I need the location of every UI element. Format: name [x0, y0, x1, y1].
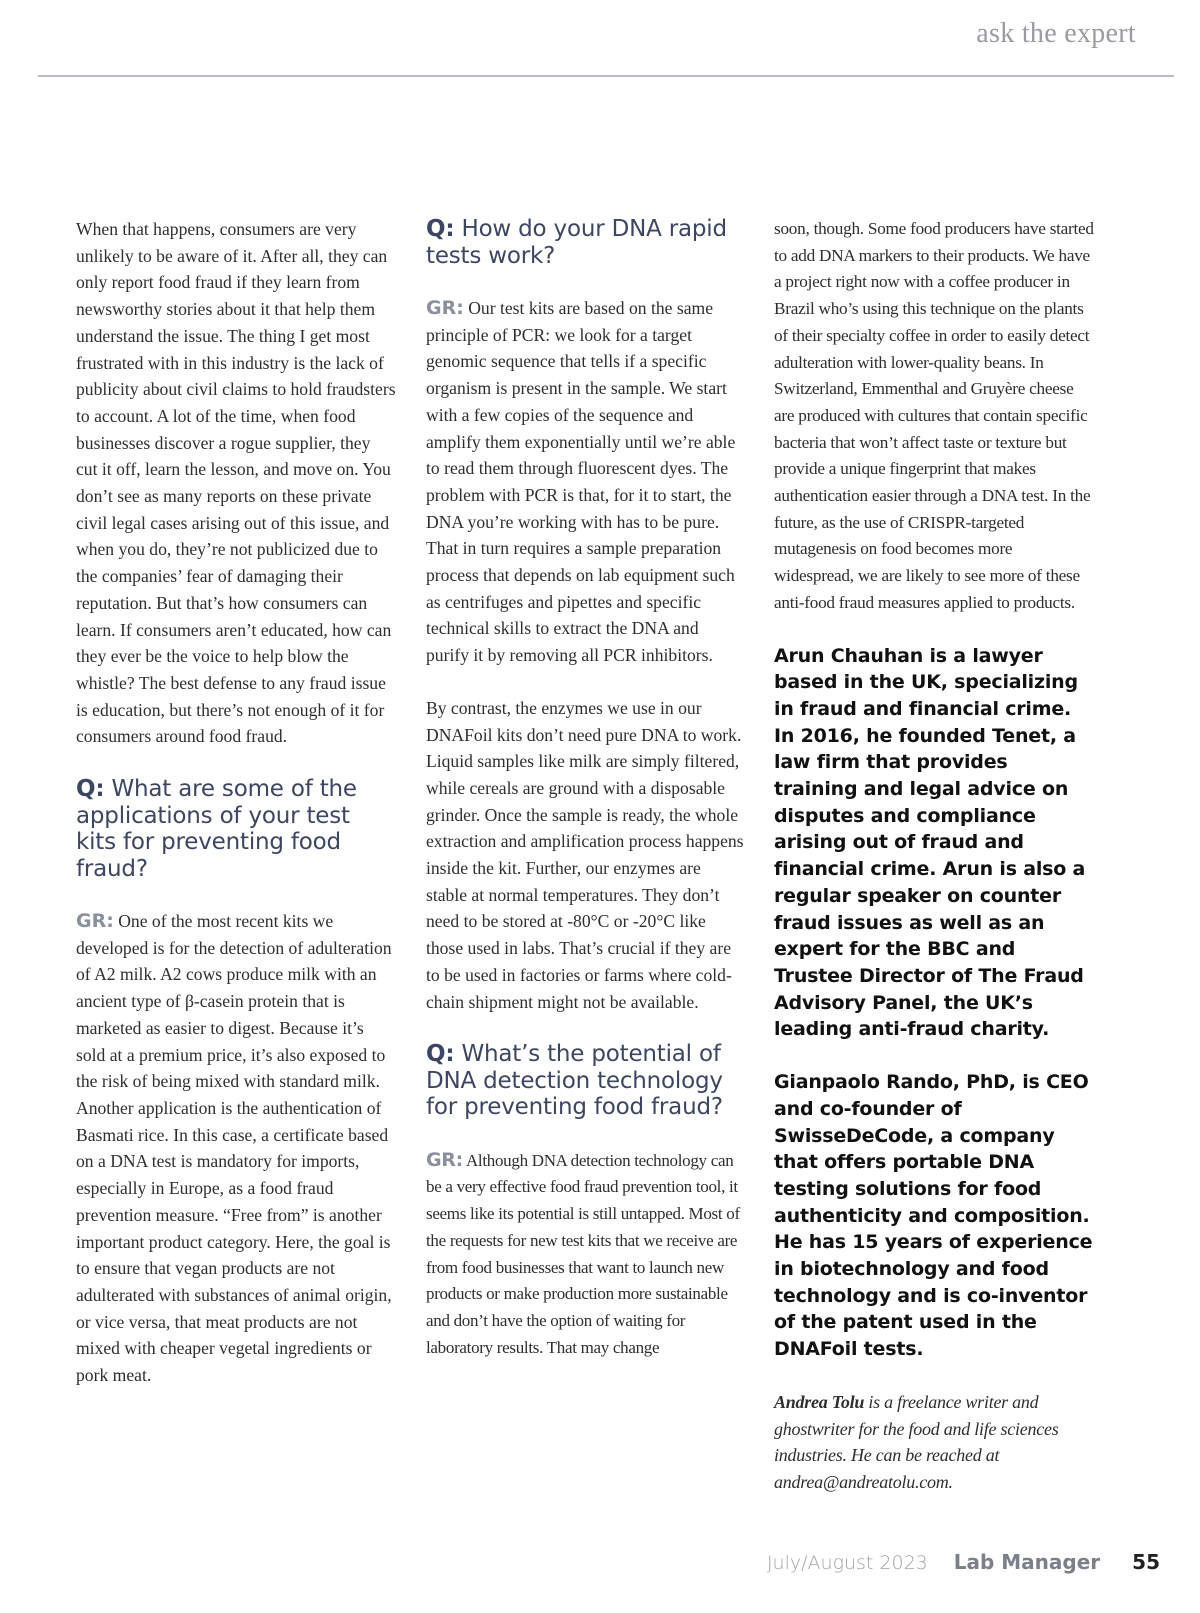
answer-label: GR: — [426, 297, 464, 319]
question-heading — [76, 776, 396, 882]
author-bio: is a freelance writer and ghostwriter for the food and life sciences industries. He can be reached at andrea@andreatolu.com. — [774, 1391, 1059, 1492]
header-rule — [38, 75, 1174, 77]
question-heading — [426, 216, 746, 269]
section-label: ask the expert — [976, 18, 1136, 49]
author-name: Andrea Tolu — [774, 1391, 865, 1412]
answer-paragraph — [76, 908, 396, 1389]
answer-label: GR: — [426, 1148, 463, 1171]
question-label: Q: — [426, 1041, 455, 1068]
question-text: How do your DNA rapid tests work? — [426, 216, 727, 269]
issue-date: July/August 2023 — [766, 1552, 928, 1574]
paragraph: By contrast, the enzymes we use in our DNAFoil kits don’t need pure DNA to work. Liquid samples like milk are simply filtered, while cereals are ground with a disposable grinder. Once the sample is ready, the whole extraction and amplification process happens inside the kit. Further, our enzymes are stable at normal temperatures. They don’t need to be stored at -80°C or -20°C like those used in labs. That’s crucial if they are to be used in factories or farms where cold-chain shipment might not be available. — [426, 697, 744, 1012]
magazine-name: Lab Manager — [953, 1550, 1101, 1574]
question-label: Q: — [76, 776, 105, 803]
contributor-bio: Gianpaolo Rando, PhD, is CEO and co-founder of SwisseDeCode, a company that offers portable DNA testing solutions for food authenticity and composition. He has 15 years of experience in biotechnology and food technology and is co-inventor of the patent used in the DNAFoil tests. — [774, 1071, 1093, 1361]
question-text: What’s the potential of DNA detection technology for preventing food fraud? — [426, 1041, 723, 1121]
answer-paragraph — [426, 1147, 746, 1362]
answer-label: GR: — [76, 910, 114, 933]
paragraph: When that happens, consumers are very unlikely to be aware of it. After all, they can only report food fraud if they learn from newsworthy stories about it that help them understand the issue. The thing I get most frustrated with in this industry is the lack of publicity about civil claims to hold fraudsters to account. A lot of the time, when food businesses discover a rogue supplier, they cut it off, learn the lesson, and move on. You don’t see as many reports on these private civil legal cases arising out of this issue, and when you do, they’re not publicized due to the companies’ fear of damaging their reputation. But that’s how consumers can learn. If consumers aren’t educated, how can they ever be the voice to help blow the whistle? The best defense to any fraud issue is education, but there’s not enough of it for consumers around food fraud. — [76, 219, 396, 747]
column-3 — [774, 216, 1094, 1522]
column-2 — [426, 216, 746, 1387]
answer-paragraph — [426, 295, 746, 669]
answer-text: One of the most recent kits we developed is for the detection of adulteration of A2 milk. A2 cows produce milk with an ancient type of β-casein protein that is marketed as easier to digest. Because it’s sold at a premium price, it’s also exposed to the risk of being mixed with standard milk. Another application is the authentication of Basmati rice. In this case, a certificate based on a DNA test is mandatory for imports, especially in Europe, as a food fraud prevention measure. “Free from” is another important product category. Here, the goal is to ensure that vegan products are not adulterated with substances of animal origin, or vice versa, that meat products are not mixed with cheaper vegetal ingredients or pork meat. — [76, 911, 392, 1386]
column-1 — [76, 216, 396, 1415]
question-label: Q: — [426, 216, 455, 242]
answer-text: Our test kits are based on the same principle of PCR: we look for a target genomic sequence that tells if a specific organism is present in the sample. We start with a few copies of the sequence and amplify them exponentially until we’re able to read them through fluorescent dyes. The problem with PCR is that, for it to start, the DNA you’re working with has to be pure. That in turn requires a sample preparation process that depends on lab equipment such as centrifuges and pipettes and specific technical skills to extract the DNA and purify it by removing all PCR inhibitors. — [426, 298, 736, 666]
page-footer — [767, 1550, 1160, 1574]
page-number: 55 — [1132, 1550, 1160, 1574]
author-byline — [774, 1389, 1094, 1496]
contributor-bio: Arun Chauhan is a lawyer based in the UK, specializing in fraud and financial crime. In 2016, he founded Tenet, a law firm that provides training and legal advice on disputes and compliance arising out of fraud and financial crime. Arun is also a regular speaker on counter fraud issues as well as an expert for the BBC and Trustee Director of The Fraud Advisory Panel, the UK’s leading anti-fraud charity. — [774, 644, 1086, 1041]
question-text: What are some of the applications of your test kits for preventing food fraud? — [76, 776, 357, 882]
question-heading — [426, 1041, 746, 1121]
paragraph: soon, though. Some food producers have started to add DNA markers to their products. We have a project right now with a coffee producer in Brazil who’s using this technique on the plants of their specialty coffee in order to easily detect adulteration with lower-quality beans. In Switzerland, Emmenthal and Gruyère cheese are produced with cultures that contain specific bacteria that won’t affect taste or texture but provide a unique fingerprint that makes authentication easier through a DNA test. In the future, as the use of CRISPR-targeted mutagenesis on food becomes more widespread, we are likely to see more of these anti-food fraud measures applied to products. — [774, 219, 1094, 612]
answer-text: Although DNA detection technology can be a very effective food fraud prevention tool, it seems like its potential is still untapped. Most of the requests for new test kits that we receive are from food businesses that want to launch new products or make production more sustainable and don’t have the option of waiting for laboratory results. That may change — [426, 1150, 740, 1357]
